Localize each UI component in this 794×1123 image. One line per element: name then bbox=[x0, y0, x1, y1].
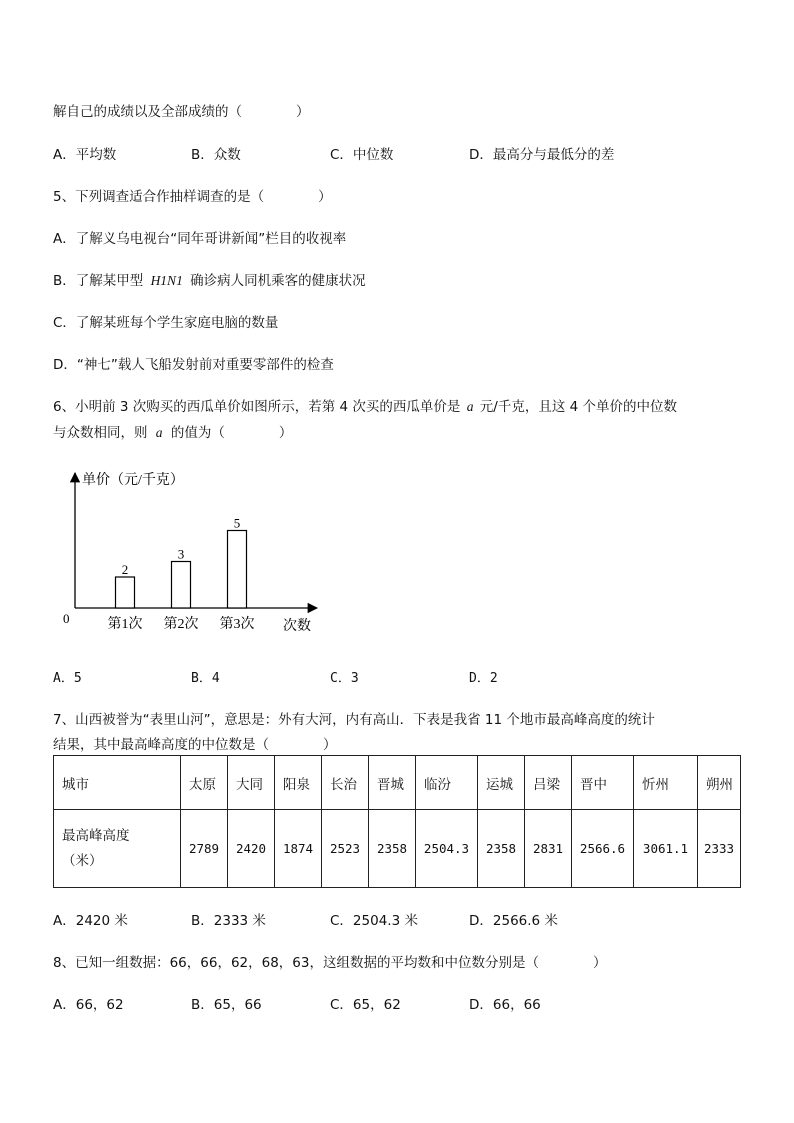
table-cell-city: 晋中 bbox=[572, 756, 634, 810]
q6-option-c: C．3 bbox=[330, 671, 359, 686]
category-tick-label: 第2次 bbox=[163, 617, 199, 632]
q8-option-c: C．65，62 bbox=[330, 997, 401, 1013]
x-axis-label: 次数 bbox=[283, 619, 311, 634]
q6-var-a: a bbox=[466, 399, 474, 414]
table-cell-city: 运城 bbox=[478, 756, 525, 810]
q6-var-a-2: a bbox=[155, 425, 163, 440]
q7-option-a: A．2420 米 bbox=[53, 913, 128, 929]
table-cell-height: 2504.3 bbox=[416, 810, 478, 888]
q6-stem-line2 bbox=[53, 421, 292, 441]
category-tick-label: 第3次 bbox=[219, 617, 255, 632]
table-cell-height: 2333 bbox=[698, 810, 741, 888]
table-cell-height: 2420 bbox=[228, 810, 275, 888]
q8-option-d: D．66，66 bbox=[469, 997, 541, 1013]
table-row-cities bbox=[54, 756, 741, 810]
bar-2 bbox=[172, 562, 191, 609]
q7-stem-line2: 结果，其中最高峰高度的中位数是（ ） bbox=[53, 737, 337, 753]
q7-option-c: C．2504.3 米 bbox=[330, 913, 418, 929]
bar-value-label: 5 bbox=[233, 515, 241, 531]
q8-stem: 8、已知一组数据：66，66，62，68，63，这组数据的平均数和中位数分别是（ ） bbox=[53, 955, 607, 971]
table-cell-height: 2358 bbox=[478, 810, 525, 888]
table-cell-city: 阳泉 bbox=[275, 756, 322, 810]
bar-value-label: 2 bbox=[121, 562, 129, 577]
q6-line2-pre: 与众数相同，则 bbox=[53, 425, 148, 441]
q6-option-d: D．2 bbox=[469, 671, 498, 686]
bars-group bbox=[108, 516, 255, 633]
table-header-height-line2: （米） bbox=[62, 852, 103, 869]
option-d: D．最高分与最低分的差 bbox=[469, 147, 615, 163]
q7-option-d: D．2566.6 米 bbox=[469, 913, 558, 929]
q8-option-b: B．65，66 bbox=[191, 997, 262, 1013]
table-cell-city: 晋城 bbox=[369, 756, 416, 810]
table-cell-city: 太原 bbox=[181, 756, 228, 810]
q7-option-b: B．2333 米 bbox=[191, 913, 266, 929]
table-cell-city: 大同 bbox=[228, 756, 275, 810]
table-cell-height: 2566.6 bbox=[572, 810, 634, 888]
table-header-city: 城市 bbox=[54, 756, 181, 810]
table-cell-height: 2789 bbox=[181, 810, 228, 888]
q5-option-b bbox=[53, 269, 366, 289]
q5-option-a: A．了解义乌电视台“同年哥讲新闻”栏目的收视率 bbox=[53, 231, 347, 247]
q8-option-a: A．66，62 bbox=[53, 997, 124, 1013]
q5-option-b-post: 确诊病人同机乘客的健康状况 bbox=[190, 273, 366, 289]
table-header-height-line1: 最高峰高度 bbox=[62, 827, 130, 844]
table-cell-height: 2523 bbox=[322, 810, 369, 888]
q5-option-d: D．“神七”载人飞船发射前对重要零部件的检查 bbox=[53, 357, 334, 373]
option-c: C．中位数 bbox=[330, 147, 394, 163]
q6-stem-line1 bbox=[53, 395, 677, 415]
option-a: A．平均数 bbox=[53, 147, 117, 163]
q7-stem-line1: 7、山西被誉为“表里山河”，意思是：外有大河，内有高山．下表是我省 11 个地市最高峰高度的统计 bbox=[53, 712, 655, 728]
table-cell-height: 2358 bbox=[369, 810, 416, 888]
origin-label: 0 bbox=[63, 611, 70, 626]
option-b: B．众数 bbox=[191, 147, 241, 163]
table-cell-city: 朔州 bbox=[698, 756, 741, 810]
q6-line2-post: 的值为（ ） bbox=[170, 425, 293, 441]
q6-line1-post: 元/千克，且这 4 个单价的中位数 bbox=[479, 399, 678, 415]
bar-1 bbox=[116, 577, 135, 608]
peak-height-table bbox=[53, 755, 741, 888]
question-stem-continuation: 解自己的成绩以及全部成绩的（ ） bbox=[53, 104, 310, 120]
q6-option-a: A．5 bbox=[53, 671, 82, 686]
q6-line1-pre: 6、小明前 3 次购买的西瓜单价如图所示，若第 4 次买的西瓜单价是 bbox=[53, 399, 461, 415]
table-row-heights bbox=[54, 810, 741, 888]
q6-option-b: B．4 bbox=[191, 671, 220, 686]
bar-3 bbox=[228, 531, 247, 609]
bar-value-label: 3 bbox=[177, 546, 185, 562]
q5-option-b-pre: B．了解某甲型 bbox=[53, 273, 144, 289]
q5-option-b-var: H1N1 bbox=[150, 273, 183, 288]
table-cell-city: 忻州 bbox=[634, 756, 698, 810]
q5-stem: 5、下列调查适合作抽样调查的是（ ） bbox=[53, 189, 332, 205]
table-header-height bbox=[54, 810, 181, 888]
table-cell-height: 1874 bbox=[275, 810, 322, 888]
table-cell-height: 3061.1 bbox=[634, 810, 698, 888]
table-cell-height: 2831 bbox=[525, 810, 572, 888]
q5-option-c: C．了解某班每个学生家庭电脑的数量 bbox=[53, 315, 279, 331]
table-cell-city: 长治 bbox=[322, 756, 369, 810]
table-cell-city: 吕梁 bbox=[525, 756, 572, 810]
category-tick-label: 第1次 bbox=[107, 617, 143, 632]
y-axis-label: 单价（元/千克） bbox=[82, 473, 184, 488]
unit-price-bar-chart bbox=[55, 465, 335, 640]
table-cell-city: 临汾 bbox=[416, 756, 478, 810]
